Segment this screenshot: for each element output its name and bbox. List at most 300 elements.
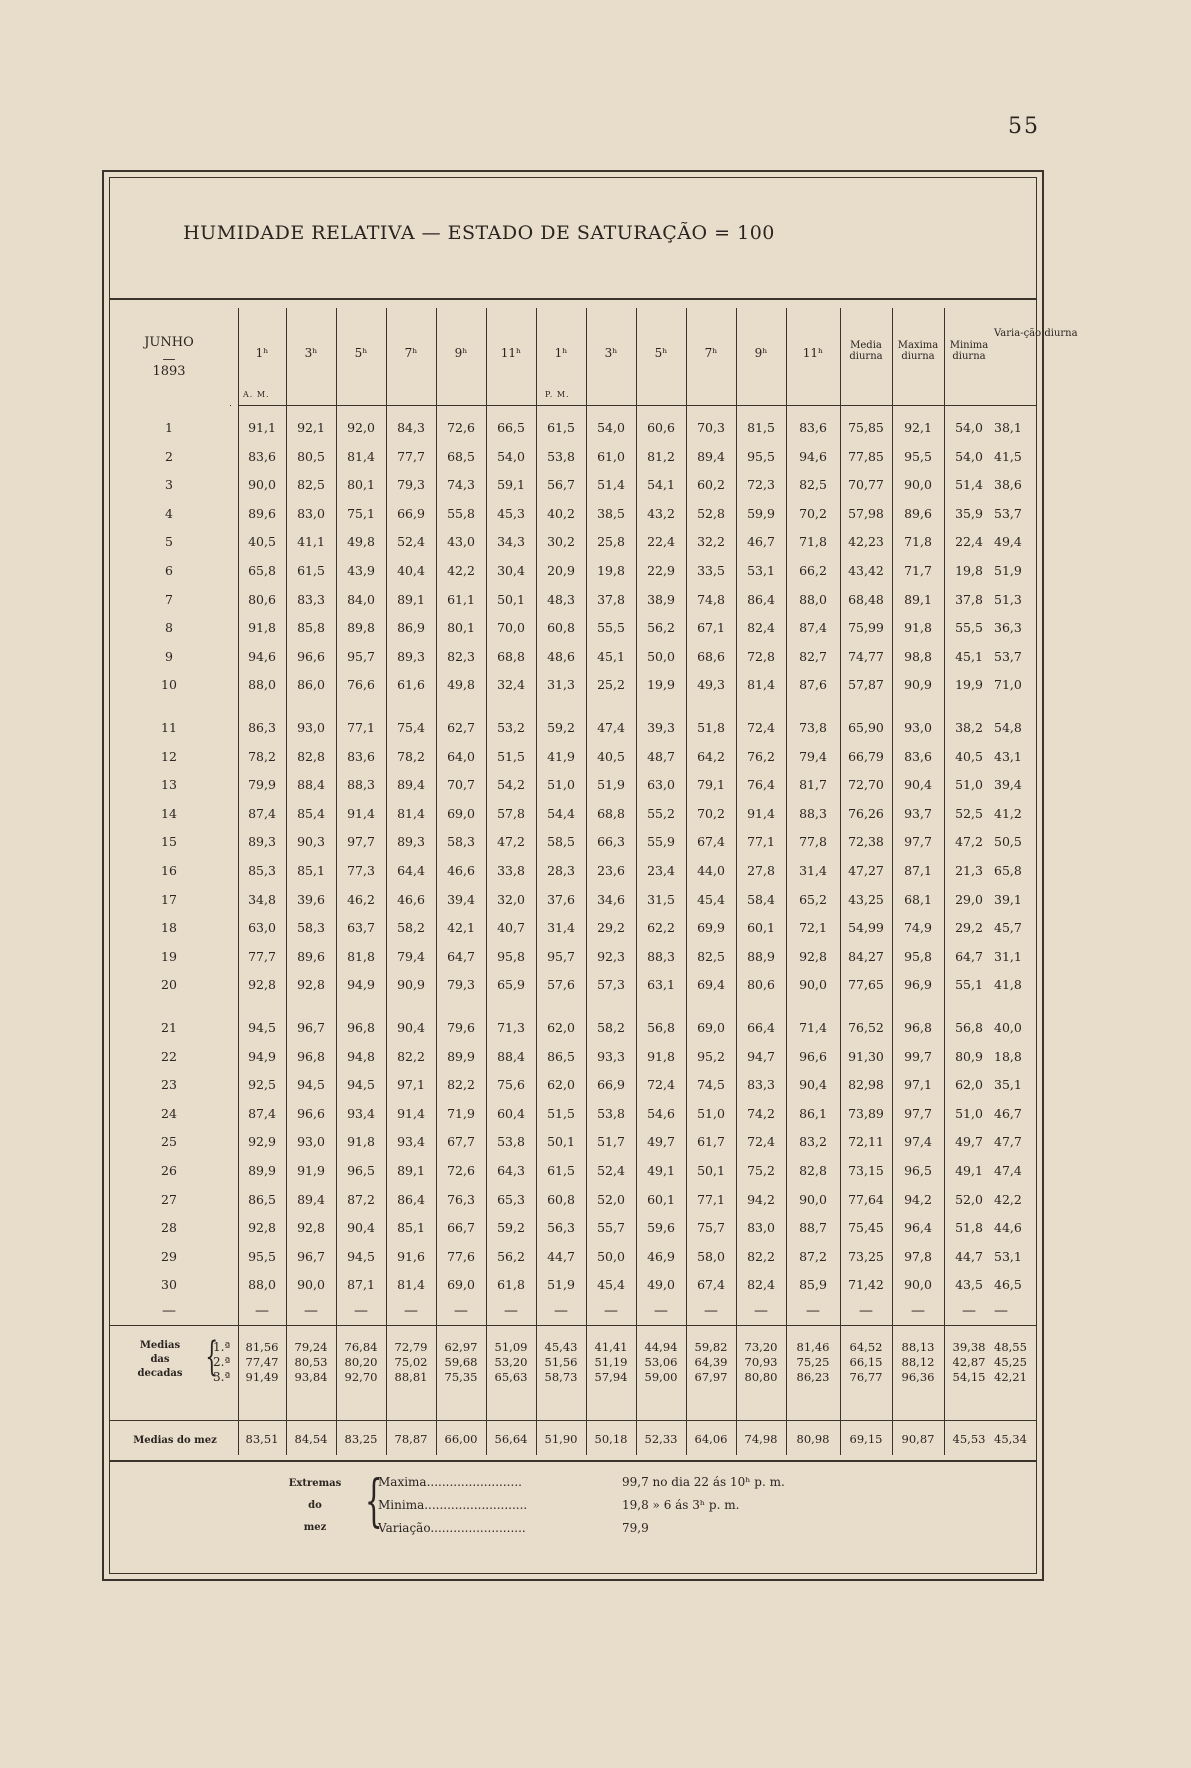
table-cell: 76,2 [747,748,775,764]
table-cell: 85,3 [248,863,276,878]
table-cell: 51,0 [955,1105,983,1121]
table-cell: 85,1 [297,863,325,878]
table-cell: 92,8 [248,1220,276,1236]
table-cell: 93,0 [297,1134,325,1150]
day-number: 12 [161,748,177,764]
table-cell: 89,6 [248,505,276,521]
table-cell: 25,2 [597,677,625,693]
table-cell: 90,4 [347,1220,375,1236]
table-cell: 81,2 [647,448,675,464]
table-cell: 56,8 [955,1020,983,1035]
table-cell: 69,0 [447,1277,475,1293]
table-cell: 72,6 [447,420,475,435]
table-cell: 72,4 [747,1134,775,1150]
table-cell: 52,0 [955,1191,983,1207]
table-cell: 23,6 [597,863,625,878]
table-cell: 68,5 [447,448,475,464]
table-cell: 58,3 [297,920,325,936]
table-cell: 97,7 [904,1105,932,1121]
table-cell: 94,5 [297,1077,325,1093]
mez-cell: 51,90 [544,1432,578,1446]
table-cell: 65,90 [848,720,884,735]
table-cell: 52,0 [597,1191,625,1207]
table-cell: 72,38 [848,834,884,850]
table-cell: 79,3 [447,977,475,993]
table-cell: 61,5 [547,420,575,435]
table-cell: 86,5 [547,1048,575,1064]
table-cell: 48,6 [547,648,575,664]
table-cell: 54,0 [955,420,983,435]
table-cell: 94,2 [747,1191,775,1207]
table-cell: 35,9 [955,505,983,521]
table-cell: 85,8 [297,620,325,636]
decada-cell: 66,15 [849,1355,883,1369]
table-cell: 31,3 [547,677,575,693]
table-cell: 40,5 [955,748,983,764]
table-cell: 57,98 [848,505,884,521]
table-cell: 60,1 [647,1191,675,1207]
table-cell: 32,2 [697,534,725,550]
table-cell: 43,9 [347,563,375,578]
decada-cell: 81,46 [796,1340,830,1354]
mez-cell: 69,15 [849,1432,883,1446]
table-cell: 83,6 [904,748,932,764]
table-cell: 89,3 [397,648,425,664]
decada-cell: 42,21 [994,1370,1027,1384]
day-number: 10 [161,677,177,693]
decada-cell: 45,43 [544,1340,578,1354]
decada-cell: 39,38 [952,1340,986,1354]
table-cell: 71,7 [904,563,932,578]
decada-cell: 93,84 [294,1370,328,1384]
variacao-diurna-header: Varia-ção diurna [994,328,1078,339]
table-cell: 63,7 [347,920,375,936]
table-cell: 18,8 [994,1048,1022,1064]
table-cell: 92,1 [297,420,325,435]
table-cell: 55,5 [955,620,983,636]
table-cell: 68,1 [904,891,932,907]
table-cell: 49,1 [955,1163,983,1178]
table-cell: 64,7 [955,948,983,964]
table-cell: 29,2 [597,920,625,936]
table-cell: 77,64 [848,1191,884,1207]
extremas-maxima-value: 99,7 no dia 22 ás 10ʰ p. m. [622,1475,785,1489]
table-cell: 79,4 [799,748,827,764]
table-cell: 83,6 [799,420,827,435]
table-cell: 68,48 [848,591,884,607]
table-cell: 89,9 [248,1163,276,1178]
table-cell: 73,25 [848,1248,884,1264]
table-cell: 63,0 [248,920,276,936]
table-cell: 70,7 [447,777,475,793]
table-cell: 49,7 [955,1134,983,1150]
table-cell: 60,6 [647,420,675,435]
decada-cell: 88,12 [901,1355,935,1369]
table-cell: 64,2 [697,748,725,764]
day-number: 28 [161,1220,177,1236]
table-cell: 96,7 [297,1248,325,1264]
table-cell: 38,2 [955,720,983,735]
table-cell: 71,42 [848,1277,884,1293]
table-cell: 83,6 [248,448,276,464]
table-cell: 66,7 [447,1220,475,1236]
table-cell: 64,3 [497,1163,525,1178]
table-cell: 86,4 [397,1191,425,1207]
table-cell: 80,6 [248,591,276,607]
table-cell: 54,0 [497,448,525,464]
month-label: JUNHO [144,335,194,350]
table-cell: 59,2 [547,720,575,735]
table-cell: 47,2 [955,834,983,850]
table-cell: 49,1 [647,1163,675,1178]
table-cell: 40,0 [994,1020,1022,1035]
table-cell: 33,5 [697,563,725,578]
extremas-variacao-value: 79,9 [622,1521,649,1535]
table-cell: 52,5 [955,805,983,821]
table-cell: 85,9 [799,1277,827,1293]
table-cell: 74,2 [747,1105,775,1121]
table-cell: 55,7 [597,1220,625,1236]
mez-cell: 90,87 [901,1432,935,1446]
table-cell: 89,4 [397,777,425,793]
decada-cell: 54,15 [952,1370,986,1384]
table-cell: 39,3 [647,720,675,735]
table-cell: 25,8 [597,534,625,550]
hour-header-11: 11ʰ [802,346,824,360]
table-cell: 76,26 [848,805,884,821]
table-cell: 81,4 [747,677,775,693]
table-cell: 55,2 [647,805,675,821]
table-cell: 93,0 [297,720,325,735]
mez-cell: 45,53 [952,1432,986,1446]
table-cell: 73,15 [848,1163,884,1178]
table-cell: 96,6 [799,1048,827,1064]
mez-cell: 64,06 [694,1432,728,1446]
mez-cell: 66,00 [444,1432,478,1446]
table-cell: 74,8 [697,591,725,607]
table-cell: 41,5 [994,448,1022,464]
hour-header-5: 11ʰ [500,346,522,360]
table-cell: 84,3 [397,420,425,435]
table-cell: 68,6 [697,648,725,664]
table-cell: 65,9 [497,977,525,993]
table-cell: 32,0 [497,891,525,907]
extremas-label: do [308,1500,322,1511]
table-cell: 89,1 [904,591,932,607]
dash-cell: — [911,1303,925,1319]
decada-cell: 70,93 [744,1355,778,1369]
table-cell: 64,4 [397,863,425,878]
table-cell: 45,7 [994,920,1022,936]
day-number: 5 [165,534,173,550]
day-number: 13 [161,777,177,793]
table-cell: 76,4 [747,777,775,793]
hour-header-2: 5ʰ [354,346,368,360]
table-cell: 77,7 [248,948,276,964]
table-cell: 67,4 [697,1277,725,1293]
table-cell: 72,1 [799,920,827,936]
table-cell: 59,2 [497,1220,525,1236]
table-cell: 65,2 [799,891,827,907]
table-cell: 38,9 [647,591,675,607]
table-cell: 89,3 [397,834,425,850]
table-cell: 62,0 [547,1077,575,1093]
dash-cell: — [162,1303,176,1319]
table-cell: 82,8 [297,748,325,764]
table-cell: 53,8 [497,1134,525,1150]
decada-cell: 64,39 [694,1355,728,1369]
hour-header-8: 5ʰ [654,346,668,360]
table-cell: 92,0 [347,420,375,435]
table-cell: 54,4 [547,805,575,821]
decada-cell: 88,13 [901,1340,935,1354]
table-cell: 39,4 [447,891,475,907]
table-cell: 85,4 [297,805,325,821]
decada-cell: 51,19 [594,1355,628,1369]
table-cell: 50,1 [497,591,525,607]
hour-header-7: 3ʰ [604,346,618,360]
table-cell: 44,6 [994,1220,1022,1236]
decadas-top-rule [109,1325,1037,1326]
table-cell: 37,6 [547,891,575,907]
table-cell: 74,77 [848,648,884,664]
table-cell: 37,8 [955,591,983,607]
table-cell: 56,2 [497,1248,525,1264]
table-cell: 97,7 [904,834,932,850]
table-cell: 82,8 [799,1163,827,1178]
table-cell: 95,7 [547,948,575,964]
table-cell: 51,4 [955,477,983,493]
table-cell: 51,9 [994,563,1022,578]
day-number: 29 [161,1248,177,1264]
table-cell: 80,6 [747,977,775,993]
table-cell: 46,5 [994,1277,1022,1293]
table-cell: 38,1 [994,420,1022,435]
decada-cell: 76,77 [849,1370,883,1384]
year-label: 1893 [152,364,186,379]
table-cell: 82,5 [297,477,325,493]
decada-cell: 88,81 [394,1370,428,1384]
decada-cell: 48,55 [994,1340,1027,1354]
day-number: 7 [165,591,173,607]
table-cell: 71,3 [497,1020,525,1035]
decada-cell: 44,94 [644,1340,678,1354]
table-cell: 41,1 [297,534,325,550]
table-cell: 94,2 [904,1191,932,1207]
table-cell: 77,7 [397,448,425,464]
table-cell: 75,1 [347,505,375,521]
table-cell: 71,0 [994,677,1022,693]
table-cell: 48,7 [647,748,675,764]
table-cell: 92,5 [248,1077,276,1093]
hour-header-3: 7ʰ [404,346,418,360]
table-cell: 77,1 [347,720,375,735]
table-cell: 55,5 [597,620,625,636]
table-cell: 80,5 [297,448,325,464]
table-cell: 94,9 [248,1048,276,1064]
table-cell: 43,25 [848,891,884,907]
table-cell: 64,7 [447,948,475,964]
table-cell: 32,4 [497,677,525,693]
table-cell: 28,3 [547,863,575,878]
table-cell: 91,8 [347,1134,375,1150]
table-cell: 50,1 [697,1163,725,1178]
table-cell: 77,65 [848,977,884,993]
table-cell: 82,2 [447,1077,475,1093]
table-cell: 59,9 [747,505,775,521]
day-number: 11 [161,720,177,735]
table-cell: 53,7 [994,505,1022,521]
mez-bottom-rule [109,1460,1037,1462]
table-cell: 44,0 [697,863,725,878]
table-cell: 87,6 [799,677,827,693]
table-cell: 82,4 [747,1277,775,1293]
table-cell: 55,1 [955,977,983,993]
table-cell: 93,4 [397,1134,425,1150]
table-cell: 94,8 [347,1048,375,1064]
day-number: 25 [161,1134,177,1150]
table-cell: 49,8 [447,677,475,693]
table-cell: 30,2 [547,534,575,550]
table-cell: 43,0 [447,534,475,550]
table-cell: 31,5 [647,891,675,907]
decada-cell: 41,41 [594,1340,628,1354]
table-cell: 41,9 [547,748,575,764]
table-cell: 86,1 [799,1105,827,1121]
table-cell: 97,1 [904,1077,932,1093]
table-cell: 84,0 [347,591,375,607]
decada-cell: 45,25 [994,1355,1027,1369]
table-cell: 67,7 [447,1134,475,1150]
extremas-brace: { [364,1469,383,1534]
dash-cell: — [806,1303,820,1319]
mez-top-rule [109,1420,1037,1421]
day-number: 4 [165,505,173,521]
table-cell: 87,2 [347,1191,375,1207]
table-cell: 59,1 [497,477,525,493]
table-cell: 54,2 [497,777,525,793]
table-cell: 83,3 [297,591,325,607]
table-cell: 46,2 [347,891,375,907]
dash-cell: — [554,1303,568,1319]
table-cell: 56,2 [647,620,675,636]
table-cell: 76,3 [447,1191,475,1207]
decada-cell: 92,70 [344,1370,378,1384]
table-cell: 94,6 [248,648,276,664]
table-cell: 91,4 [347,805,375,821]
table-cell: 51,5 [497,748,525,764]
table-cell: 86,4 [747,591,775,607]
header-bottom-rule [238,405,1037,406]
pm-label: P. M. [545,390,570,399]
table-cell: 58,4 [747,891,775,907]
table-cell: 96,8 [347,1020,375,1035]
table-cell: 75,6 [497,1077,525,1093]
table-cell: 48,3 [547,591,575,607]
table-cell: 46,6 [397,891,425,907]
decadas-label: Medias [139,1340,181,1351]
media-diurna-header: Media diurna [849,340,883,362]
table-cell: 77,3 [347,863,375,878]
table-cell: 75,2 [747,1163,775,1178]
table-cell: 42,2 [447,563,475,578]
table-cell: 77,1 [697,1191,725,1207]
extremas-label: Extremas [288,1478,342,1489]
table-cell: 47,4 [994,1163,1022,1178]
day-number: 6 [165,563,173,578]
table-cell: 63,1 [647,977,675,993]
day-number: 20 [161,977,177,993]
table-cell: 94,6 [799,448,827,464]
table-cell: 55,9 [647,834,675,850]
table-cell: 41,8 [994,977,1022,993]
table-cell: 57,3 [597,977,625,993]
decada-cell: 77,47 [245,1355,279,1369]
table-cell: 34,6 [597,891,625,907]
table-cell: 90,9 [397,977,425,993]
table-cell: 88,3 [799,805,827,821]
table-cell: 42,23 [848,534,884,550]
table-cell: 35,1 [994,1077,1022,1093]
table-cell: 96,8 [297,1048,325,1064]
table-cell: 85,1 [397,1220,425,1236]
decada-cell: 81,56 [245,1340,279,1354]
table-cell: 75,7 [697,1220,725,1236]
table-cell: 61,0 [597,448,625,464]
decada-cell: 57,94 [594,1370,628,1384]
table-cell: 81,4 [347,448,375,464]
table-cell: 78,2 [397,748,425,764]
decada-cell: 80,53 [294,1355,328,1369]
table-cell: 94,9 [347,977,375,993]
table-cell: 51,8 [955,1220,983,1236]
table-cell: 58,5 [547,834,575,850]
day-number: 26 [161,1163,177,1178]
table-cell: 90,4 [397,1020,425,1035]
decada-ordinal: 3.ª [213,1370,231,1384]
table-cell: 45,3 [497,505,525,521]
table-cell: 90,0 [799,977,827,993]
table-cell: 88,0 [799,591,827,607]
table-cell: 90,0 [297,1277,325,1293]
table-cell: 80,1 [347,477,375,493]
table-cell: 45,1 [597,648,625,664]
table-cell: 45,4 [597,1277,625,1293]
table-cell: 39,1 [994,891,1022,907]
table-cell: 77,6 [447,1248,475,1264]
table-cell: 90,4 [799,1077,827,1093]
table-cell: 84,27 [848,948,884,964]
table-cell: 60,8 [547,620,575,636]
table-cell: 72,3 [747,477,775,493]
table-cell: 50,1 [547,1134,575,1150]
table-cell: 97,4 [904,1134,932,1150]
mez-cell: 84,54 [294,1432,328,1446]
table-cell: 60,4 [497,1105,525,1121]
table-cell: 19,8 [955,563,983,578]
dash-cell: — [994,1303,1008,1319]
table-cell: 73,8 [799,720,827,735]
month-dash: — [162,352,176,367]
table-cell: 30,4 [497,563,525,578]
table-cell: 96,5 [347,1163,375,1178]
table-cell: 82,5 [697,948,725,964]
table-cell: 72,4 [747,720,775,735]
table-cell: 83,0 [297,505,325,521]
table-cell: 92,8 [297,1220,325,1236]
day-number: 21 [161,1020,177,1035]
table-cell: 40,5 [597,748,625,764]
